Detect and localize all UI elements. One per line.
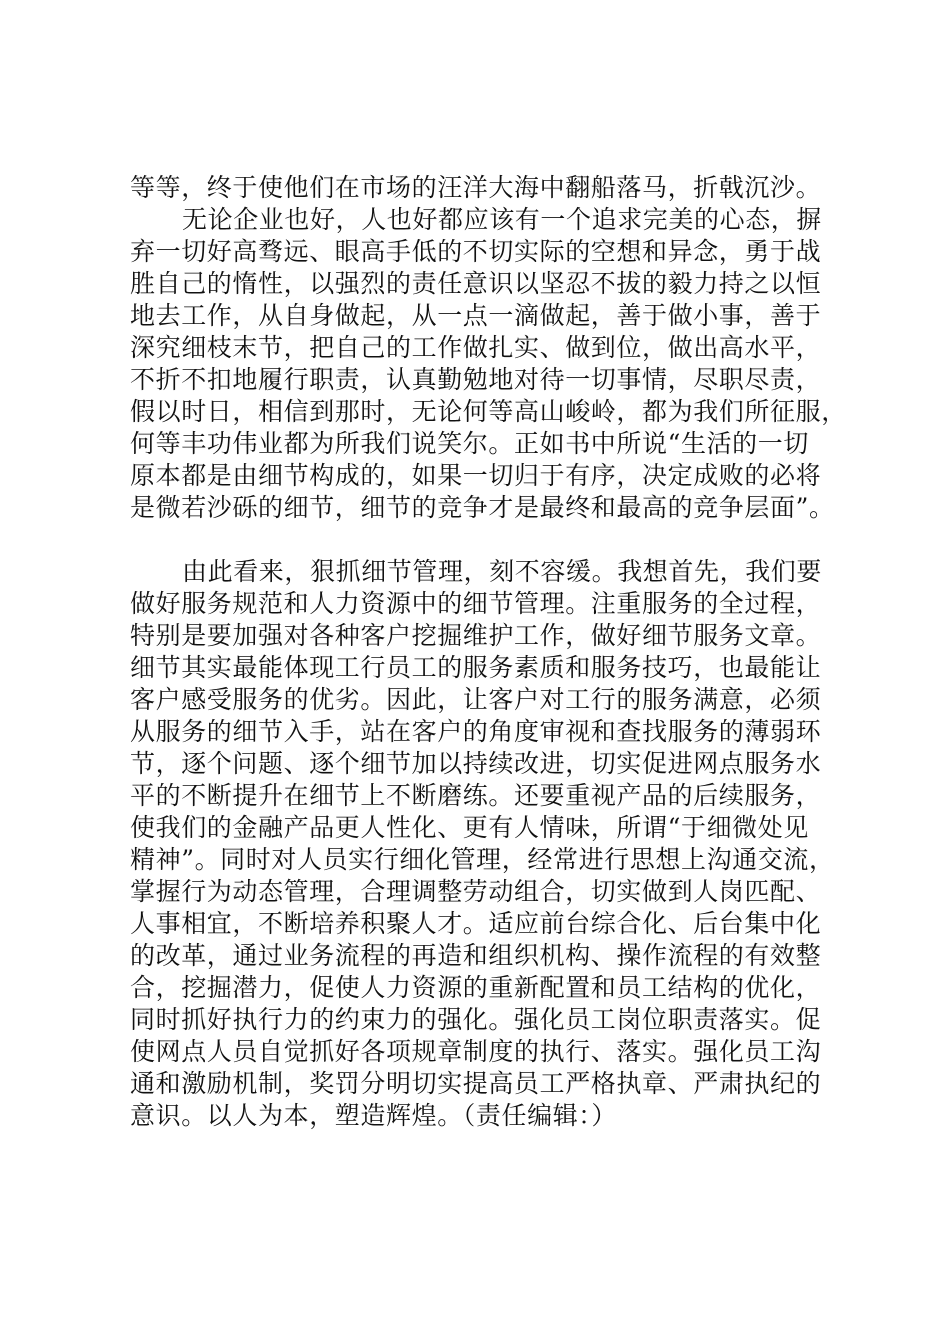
text-line: 使我们的金融产品更人性化、更有人情味，所谓“于细微处见 [130,813,809,842]
text-block-2 [130,556,850,1132]
text-line: 客户感受服务的优劣。因此，让客户对工行的服务满意，必须 [130,685,822,714]
text-line: 深究细枝末节，把自己的工作做扎实、做到位，做出高水平， [130,333,822,362]
text-line: 是微若沙砾的细节，细节的竞争才是最终和最高的竞争层面”。 [130,493,835,522]
text-line: 假以时日，相信到那时，无论何等高山峻岭，都为我们所征服， [130,397,847,426]
paragraph-start-line: 由此看来，狠抓细节管理，刻不容缓。我想首先，我们要 [182,557,823,586]
text-line: 同时抓好执行力的约束力的强化。强化员工岗位职责落实。促 [130,1005,822,1034]
paragraph-spacer [130,524,850,556]
text-line: 胜自己的惰性，以强烈的责任意识以坚忍不拔的毅力持之以恒 [130,269,822,298]
text-line: 的改革，通过业务流程的再造和组织机构、操作流程的有效整 [130,941,822,970]
text-line: 平的不断提升在细节上不断磨练。还要重视产品的后续服务， [130,781,822,810]
text-line: 不折不扣地履行职责，认真勤勉地对待一切事情，尽职尽责， [130,365,822,394]
text-line: 做好服务规范和人力资源中的细节管理。注重服务的全过程， [130,589,822,618]
text-line: 地去工作，从自身做起，从一点一滴做起，善于做小事，善于 [130,301,822,330]
text-line: 使网点人员自觉抓好各项规章制度的执行、落实。强化员工沟 [130,1037,822,1066]
text-line: 通和激励机制，奖罚分明切实提高员工严格执章、严肃执纪的 [130,1069,822,1098]
text-line: 掌握行为动态管理，合理调整劳动组合，切实做到人岗匹配、 [130,877,822,906]
paragraph-start-line: 无论企业也好，人也好都应该有一个追求完美的心态，摒 [182,205,823,234]
text-line: 弃一切好高骛远、眼高手低的不切实际的空想和异念，勇于战 [130,237,822,266]
text-line: 精神”。同时对人员实行细化管理，经常进行思想上沟通交流， [130,845,835,874]
text-line: 意识。以人为本，塑造辉煌。（责任编辑：） [130,1101,618,1130]
document-body [130,172,850,1132]
text-line: 细节其实最能体现工行员工的服务素质和服务技巧，也最能让 [130,653,822,682]
text-block-1 [130,172,850,524]
text-line: 何等丰功伟业都为所我们说笑尔。正如书中所说“生活的一切 [130,429,809,458]
text-line: 特别是要加强对各种客户挖掘维护工作，做好细节服务文章。 [130,621,822,650]
text-line: 等等，终于使他们在市场的汪洋大海中翻船落马，折戟沉沙。 [130,173,822,202]
text-line: 从服务的细节入手，站在客户的角度审视和查找服务的薄弱环 [130,717,822,746]
text-line: 合，挖掘潜力，促使人力资源的重新配置和员工结构的优化， [130,973,822,1002]
text-line: 原本都是由细节构成的，如果一切归于有序，决定成败的必将 [130,461,822,490]
text-line: 节，逐个问题、逐个细节加以持续改进，切实促进网点服务水 [130,749,822,778]
text-line: 人事相宜，不断培养积聚人才。适应前台综合化、后台集中化 [130,909,822,938]
